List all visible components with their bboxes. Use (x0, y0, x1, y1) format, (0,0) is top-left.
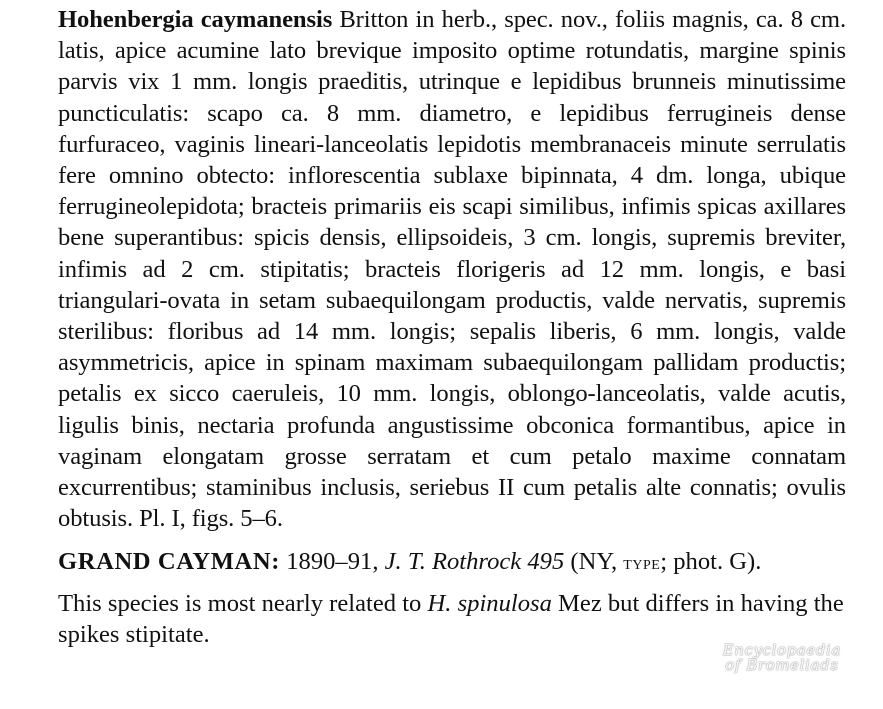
specimen-collector: J. T. Rothrock 495 (384, 548, 565, 576)
document-page (58, 4, 846, 650)
specimen-herbarium: (NY, (570, 548, 618, 576)
species-name: Hohenbergia caymanensis (58, 6, 333, 33)
specimen-citation (58, 546, 846, 579)
specimen-date: 1890–91, (286, 548, 379, 576)
specimen-photo: ; phot. G). (660, 548, 762, 576)
relationship-note (58, 588, 846, 650)
specimen-locality: GRAND CAYMAN: (58, 548, 281, 576)
specimen-type-label: type (623, 552, 661, 575)
watermark-line-2: of Bromeliads (725, 656, 839, 674)
note-before: This species is most nearly related to (58, 589, 422, 617)
species-description (58, 4, 846, 534)
related-species: H. spinulosa (427, 589, 552, 617)
note-after: Mez but differs in having the spikes stipitate. (58, 589, 844, 648)
watermark-line-1: Encyclopaedia (722, 641, 841, 659)
description-text: Britton in herb., spec. nov., foliis magnis, ca. 8 cm. latis, apice acumine lato brevique imposito optime rotundatis, margine spinis parvis vix 1 mm. longis praeditis, utrinque e lepidibus brunneis minutissime puncticulatis: scapo ca. 8 mm. diametro, e lepidibus ferrugineis dense furfuraceo, vaginis lineari-lanceolatis lepidotis membranaceis minute serrulatis fere omnino obtecto: inflorescentia sublaxe bipinnata, 4 dm. longa, ubique ferrugineolepidota; bracteis primariis eis scapi similibus, infimis spicas axillares bene superantibus: spicis densis, ellipsoideis, 3 cm. longis, supremis breviter, infimis ad 2 cm. stipitatis; bracteis florigeris ad 12 mm. longis, e basi triangulari-ovata in setam subaequilongam productis, valde nervatis, supremis sterilibus: floribus ad 14 mm. longis; sepalis liberis, 6 mm. longis, valde asymmetricis, apice in spinam maximam subaequilongam pallidam productis; petalis ex sicco caeruleis, 10 mm. longis, oblongo-lanceolatis, valde acutis, ligulis binis, nectaria profunda angustissime obconica formantibus, apice in vaginam elongatam grosse serratam et cum petalo maxime connatam excurrentibus; staminibus inclusis, seriebus II cum petalis alte connatis; ovulis obtusis. Pl. I, figs. 5–6. (58, 6, 846, 533)
